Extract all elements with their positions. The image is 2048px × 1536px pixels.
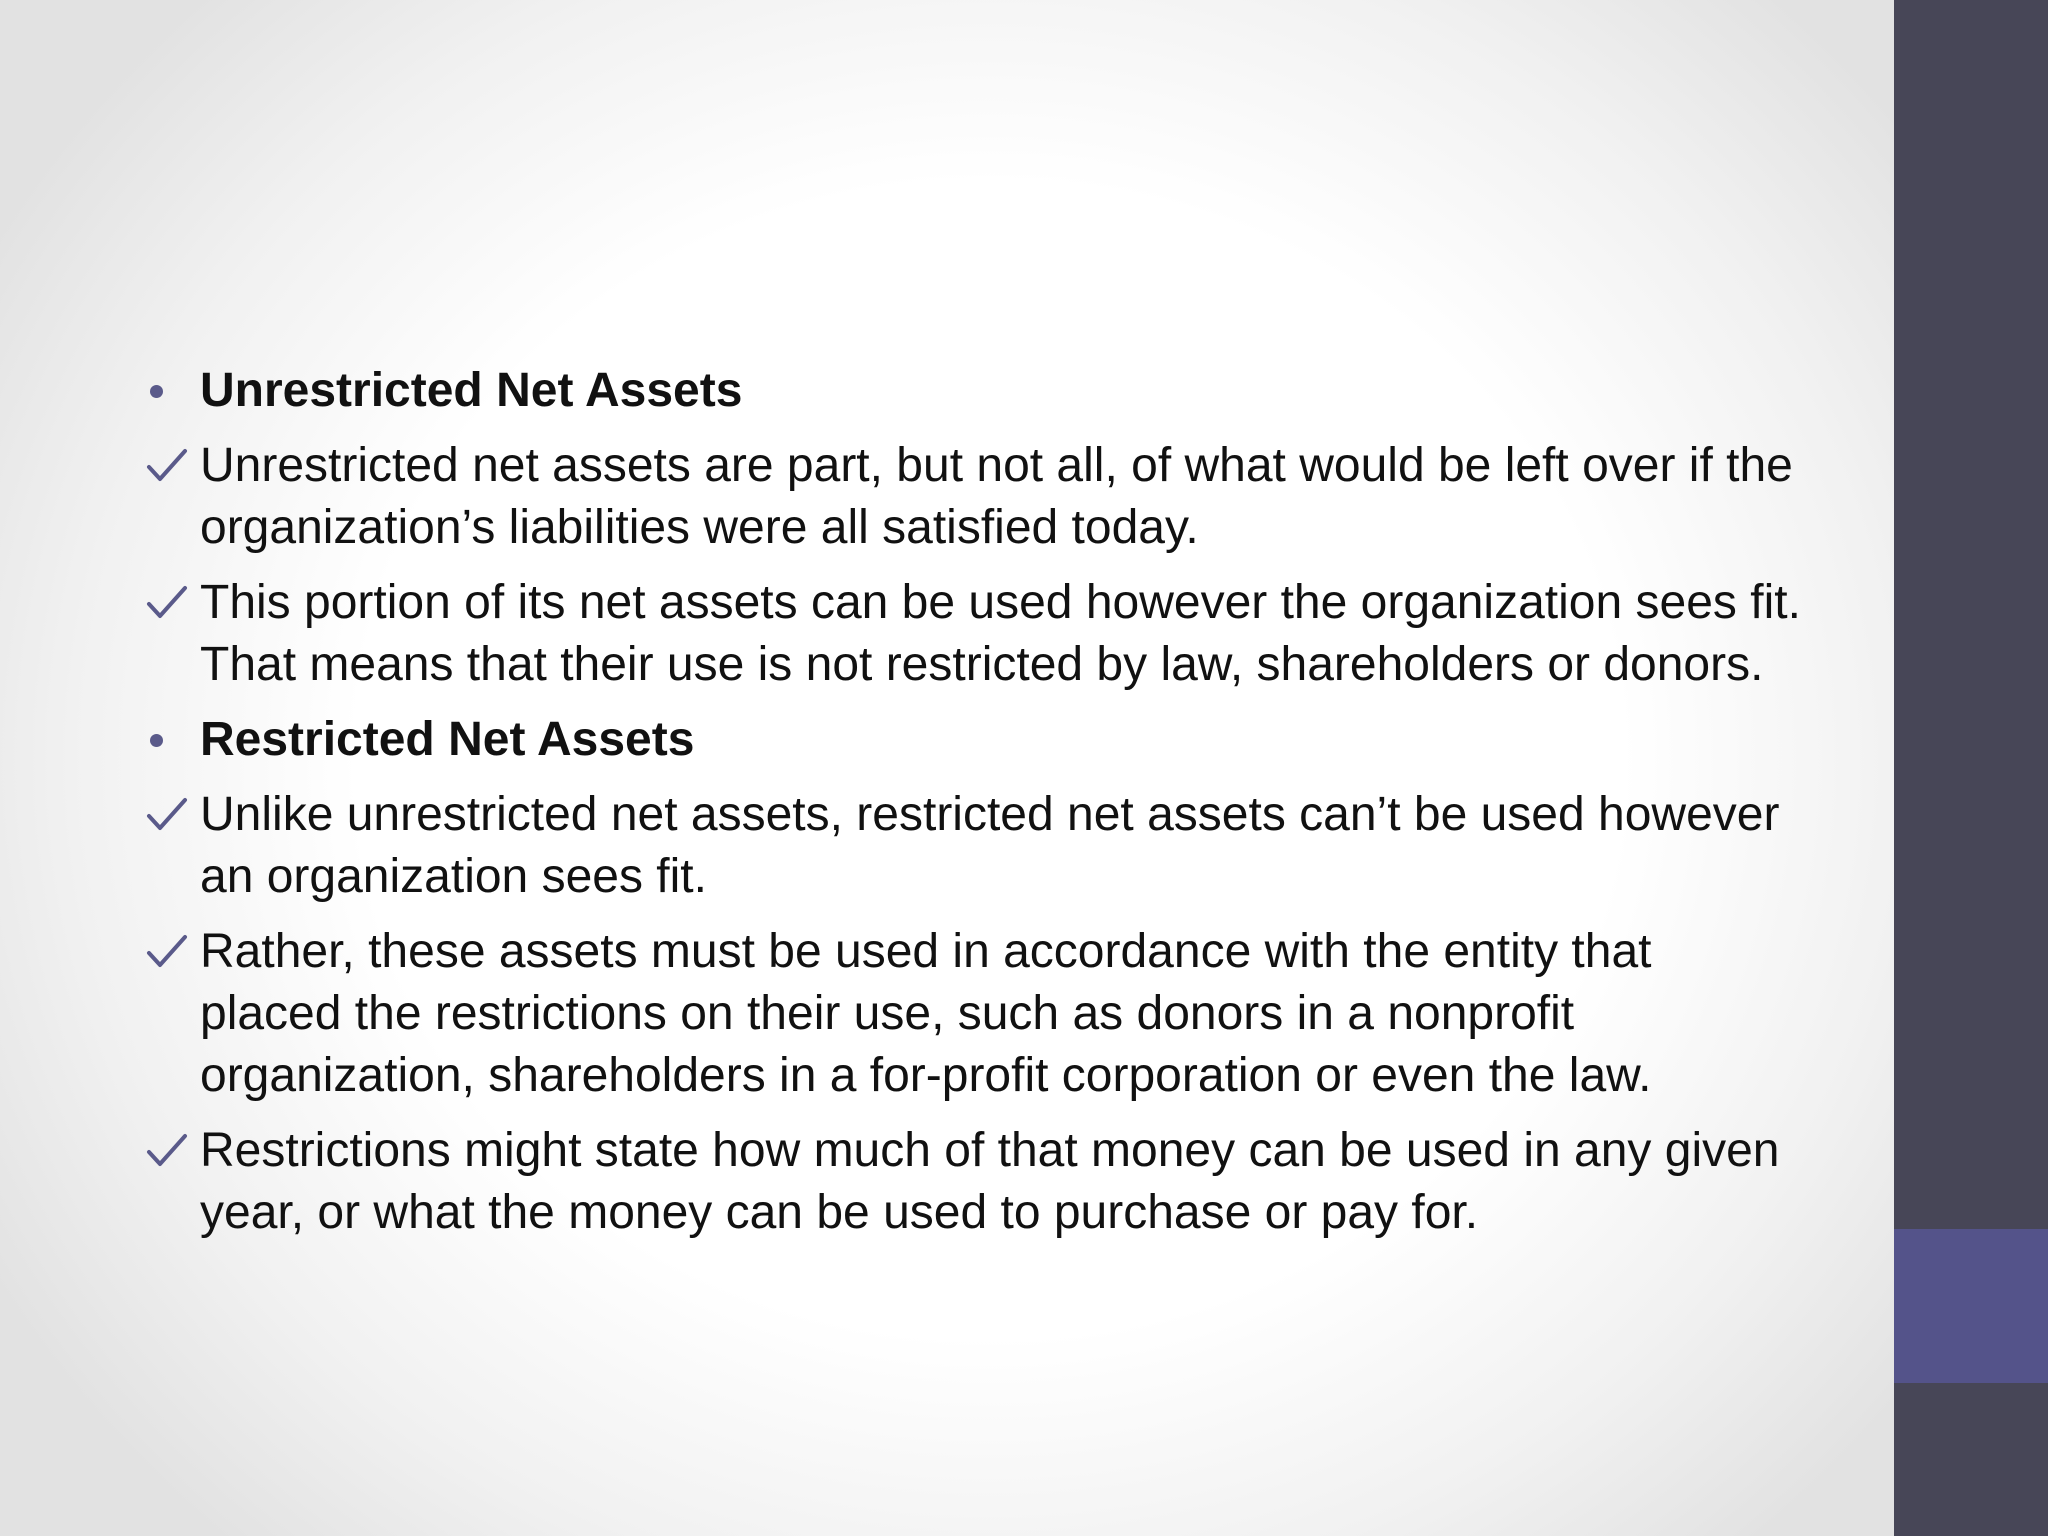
- checkmark-icon: [146, 921, 188, 983]
- list-item-text: Restrictions might state how much of that money can be used in any given year, or what the money can be used to purchase or pay for.: [200, 1124, 1780, 1239]
- list-item-text: This portion of its net assets can be used however the organization sees fit. That means that their use is not restricted by law, shareholders or donors.: [200, 576, 1801, 691]
- checkmark-icon: [146, 435, 188, 497]
- slide-content: [146, 360, 1806, 1257]
- list-item-text: Unrestricted net assets are part, but not all, of what would be left over if the organization’s liabilities were all satisfied today.: [200, 439, 1793, 554]
- list-item-check: [146, 572, 1806, 696]
- heading-text: Restricted Net Assets: [200, 713, 695, 766]
- heading-text: Unrestricted Net Assets: [200, 364, 743, 417]
- list-item-check: [146, 921, 1806, 1107]
- bullet-dot-icon: [146, 709, 163, 771]
- sidebar-accent-block: [1894, 1229, 2048, 1383]
- list-item-check: [146, 1120, 1806, 1244]
- list-item-heading-unrestricted: [146, 360, 1806, 422]
- list-item-text: Unlike unrestricted net assets, restricted net assets can’t be used however an organization sees fit.: [200, 788, 1780, 903]
- checkmark-icon: [146, 572, 188, 634]
- list-item-text: Rather, these assets must be used in accordance with the entity that placed the restrictions on their use, such as donors in a nonprofit organization, shareholders in a for-profit corporation or even the law.: [200, 925, 1652, 1102]
- list-item-heading-restricted: [146, 709, 1806, 771]
- checkmark-icon: [146, 1120, 188, 1182]
- list-item-check: [146, 784, 1806, 908]
- checkmark-icon: [146, 784, 188, 846]
- list-item-check: [146, 435, 1806, 559]
- bullet-dot-icon: [146, 360, 163, 422]
